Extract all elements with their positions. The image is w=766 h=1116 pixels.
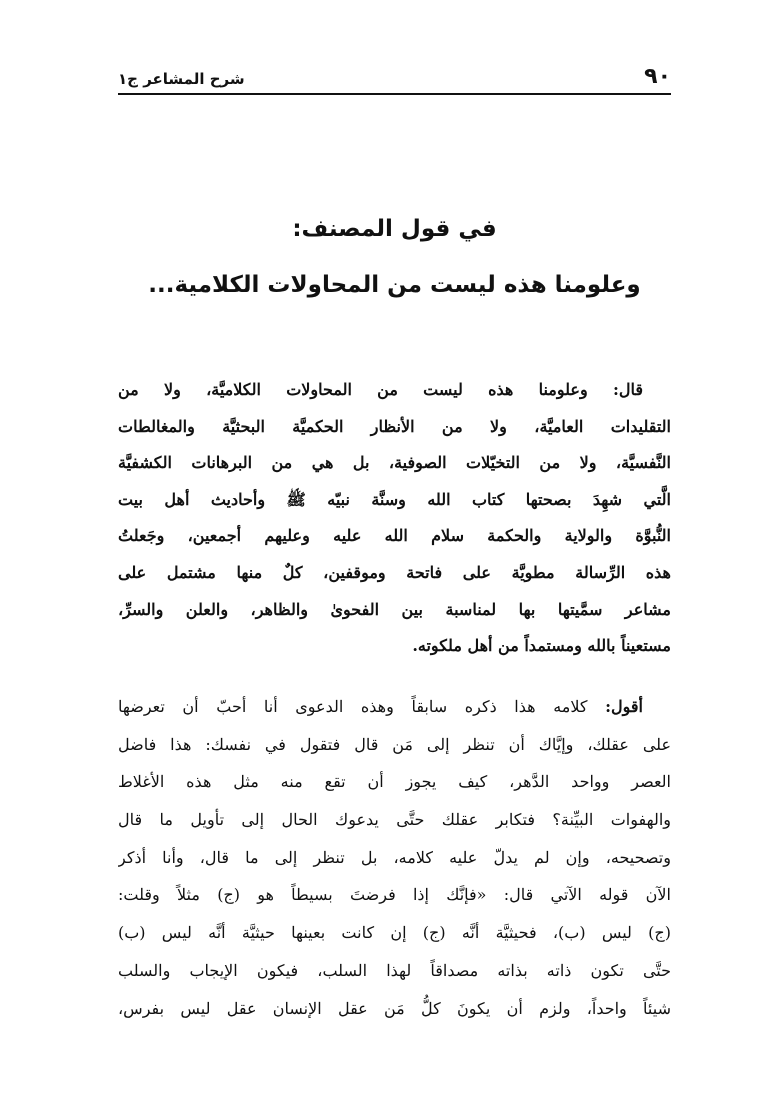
quoted-line: التقليدات العاميَّة، ولا من الأنظار الحكميَّة البحثيَّة والمغالطات xyxy=(118,416,671,436)
commentary-line: شيئاً واحداً، ولزم أن يكونَ كلُّ مَن عقل الإنسان عقل ليس بفرس، xyxy=(118,998,671,1018)
quoted-line: مشاعر سمَّيتها بها لمناسبة بين الفحوىٰ والظاهر، والعلن والسرِّ، xyxy=(118,599,671,619)
commentary-line: العصر وواحد الدَّهر، كيف يجوز أن تقع منه مثل هذه الأغلاط xyxy=(118,772,671,792)
quoted-line: هذه الرِّسالة مطويَّة على فاتحة وموقفين، كلٌ منها مشتمل على xyxy=(118,562,671,582)
lead-word: أقول: xyxy=(605,697,643,716)
commentary-paragraph xyxy=(118,688,671,1027)
quoted-line: الَّتي شهِدَ بصحتها كتاب الله وسنَّة نبيّه ﷺ وأحاديث أهل بيت xyxy=(118,489,671,509)
commentary-line: وتصحيحه، وإن لم يدلّ عليه كلامه، بل تنظر إلى ما قال، وأنا أذكر xyxy=(118,847,671,867)
quoted-line: النَّفسيَّة، ولا من التخيّلات الصوفية، بل هي من البرهانات الكشفيَّة xyxy=(118,453,671,473)
commentary-line: على عقلك، وإيَّاك أن تنظر إلى مَن قال فتقول في نفسك: هذا فاضل xyxy=(118,734,671,754)
header-rule xyxy=(118,93,671,95)
commentary-line: حتَّى تكون ذاته بذاته مصداقاً لهذا السلب، فيكون الإيجاب والسلب xyxy=(118,960,671,980)
commentary-first-line-text: كلامه هذا ذكره سابقاً وهذه الدعوى أنا أحبّ أن تعرضها xyxy=(118,697,606,716)
section-subheading: وعلومنا هذه ليست من المحاولات الكلامية... xyxy=(148,272,641,298)
quoted-line: قال: وعلومنا هذه ليست من المحاولات الكلاميَّة، ولا من xyxy=(118,380,643,399)
commentary-line: (ج) ليس (ب)، فحيثيَّة أنَّه (ج) إن كانت بعينها حيثيَّة أنَّه ليس (ب) xyxy=(118,923,671,943)
commentary-line xyxy=(118,688,671,726)
commentary-line: والهفوات البيِّنة؟ فتكابر عقلك حتَّى يدعوك الحال إلى تأويل ما قال xyxy=(118,810,671,830)
quoted-line: مستعيناً بالله ومستمداً من أهل ملكوته. xyxy=(412,636,671,656)
running-header xyxy=(118,60,671,90)
running-title: شرح المشاعر ج١ xyxy=(118,70,245,88)
section-heading: في قول المصنف: xyxy=(292,216,497,242)
commentary-line: الآن قوله الآتي قال: «فإنَّك إذا فرضتَ بسيطاً هو (ج) مثلاً وقلت: xyxy=(118,885,671,905)
quoted-line: النُّبوَّة والولاية والحكمة سلام الله عليه وعليهم أجمعين، وجَعلتُ xyxy=(118,526,671,546)
quoted-paragraph xyxy=(118,372,671,665)
page-number: ٩٠ xyxy=(644,64,671,89)
